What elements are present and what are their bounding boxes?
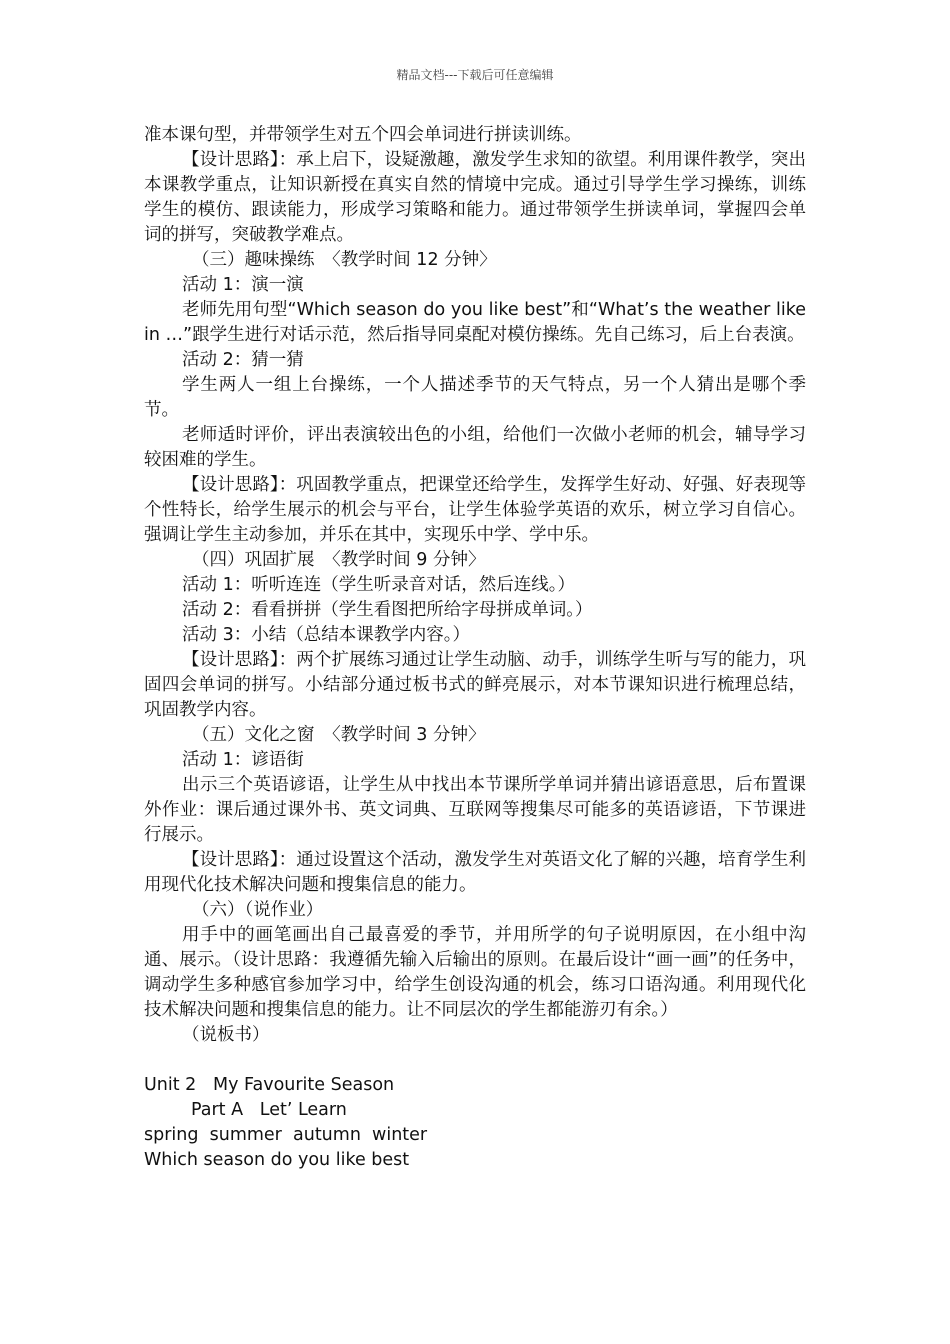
section-heading: （六）（说作业） [192, 900, 324, 920]
activity-title: 活动 3：小结（总结本课教学内容。） [182, 625, 470, 645]
paragraph: 用手中的画笔画出自己最喜爱的季节，并用所学的句子说明原因，在小组中沟通、展示。（设计思路：我遵循先输入后输出的原则。在最后设计“画一画”的任务中，调动学生多种感官参加学习中，给学生创设沟通的机会，练习口语沟通。利用现代化技术解决问题和搜集信息的能力。让不同层次的学生都能游刃有余。） [144, 925, 806, 1020]
board-words: spring summer autumn winter [144, 1125, 428, 1145]
design-note: 【设计思路】：通过设置这个活动，激发学生对英语文化了解的兴趣，培育学生利用现代化技术解决问题和搜集信息的能力。 [144, 850, 806, 895]
activity-title: 活动 1：谚语街 [182, 750, 304, 770]
section-heading: （三）趣味操练 〈教学时间 12 分钟〉 [192, 250, 497, 270]
design-note: 【设计思路】：两个扩展练习通过让学生动脑、动手，训练学生听与写的能力，巩固四会单词的拼写。小结部分通过板书式的鲜亮展示，对本节课知识进行梳理总结，巩固教学内容。 [144, 650, 806, 720]
paragraph: 准本课句型，并带领学生对五个四会单词进行拼读训练。 [144, 125, 582, 145]
paragraph: 老师先用句型“Which season do you like best”和“What’s the weather like in …”跟学生进行对话示范，然后指导同桌配对模仿操练。先自己练习，后上台表演。 [144, 300, 806, 345]
spacer [144, 1048, 806, 1073]
activity-title: 活动 1：听听连连（学生听录音对话，然后连线。） [182, 575, 575, 595]
document-body [144, 123, 806, 1173]
board-unit-title: Unit 2 My Favourite Season [144, 1075, 395, 1095]
paragraph: 学生两人一组上台操练，一个人描述季节的天气特点，另一个人猜出是哪个季节。 [144, 375, 806, 420]
page-header: 精品文档---下载后可任意编辑 [396, 68, 554, 82]
paragraph: 老师适时评价，评出表演较出色的小组，给他们一次做小老师的机会，辅导学习较困难的学生。 [144, 425, 806, 470]
section-heading: （说板书） [182, 1025, 270, 1045]
section-heading: （四）巩固扩展 〈教学时间 9 分钟〉 [192, 550, 486, 570]
board-part-title: Part A Let’ Learn [191, 1100, 347, 1120]
activity-title: 活动 2：看看拼拼（学生看图把所给字母拼成单词。） [182, 600, 593, 620]
design-note: 【设计思路】：巩固教学重点，把课堂还给学生，发挥学生好动、好强、好表现等个性特长，给学生展示的机会与平台，让学生体验学英语的欢乐，树立学习自信心。强调让学生主动参加，并乐在其中，实现乐中学、学中乐。 [144, 475, 806, 545]
paragraph: 出示三个英语谚语，让学生从中找出本节课所学单词并猜出谚语意思，后布置课外作业：课后通过课外书、英文词典、互联网等搜集尽可能多的英语谚语，下节课进行展示。 [144, 775, 806, 845]
section-heading: （五）文化之窗 〈教学时间 3 分钟〉 [192, 725, 486, 745]
board-question: Which season do you like best [144, 1150, 410, 1170]
activity-title: 活动 2：猜一猜 [182, 350, 304, 370]
design-note: 【设计思路】：承上启下，设疑激趣，激发学生求知的欲望。利用课件教学，突出本课教学重点，让知识新授在真实自然的情境中完成。通过引导学生学习操练，训练学生的模仿、跟读能力，形成学习策略和能力。通过带领学生拼读单词，掌握四会单词的拼写，突破教学难点。 [144, 150, 806, 245]
activity-title: 活动 1：演一演 [182, 275, 304, 295]
